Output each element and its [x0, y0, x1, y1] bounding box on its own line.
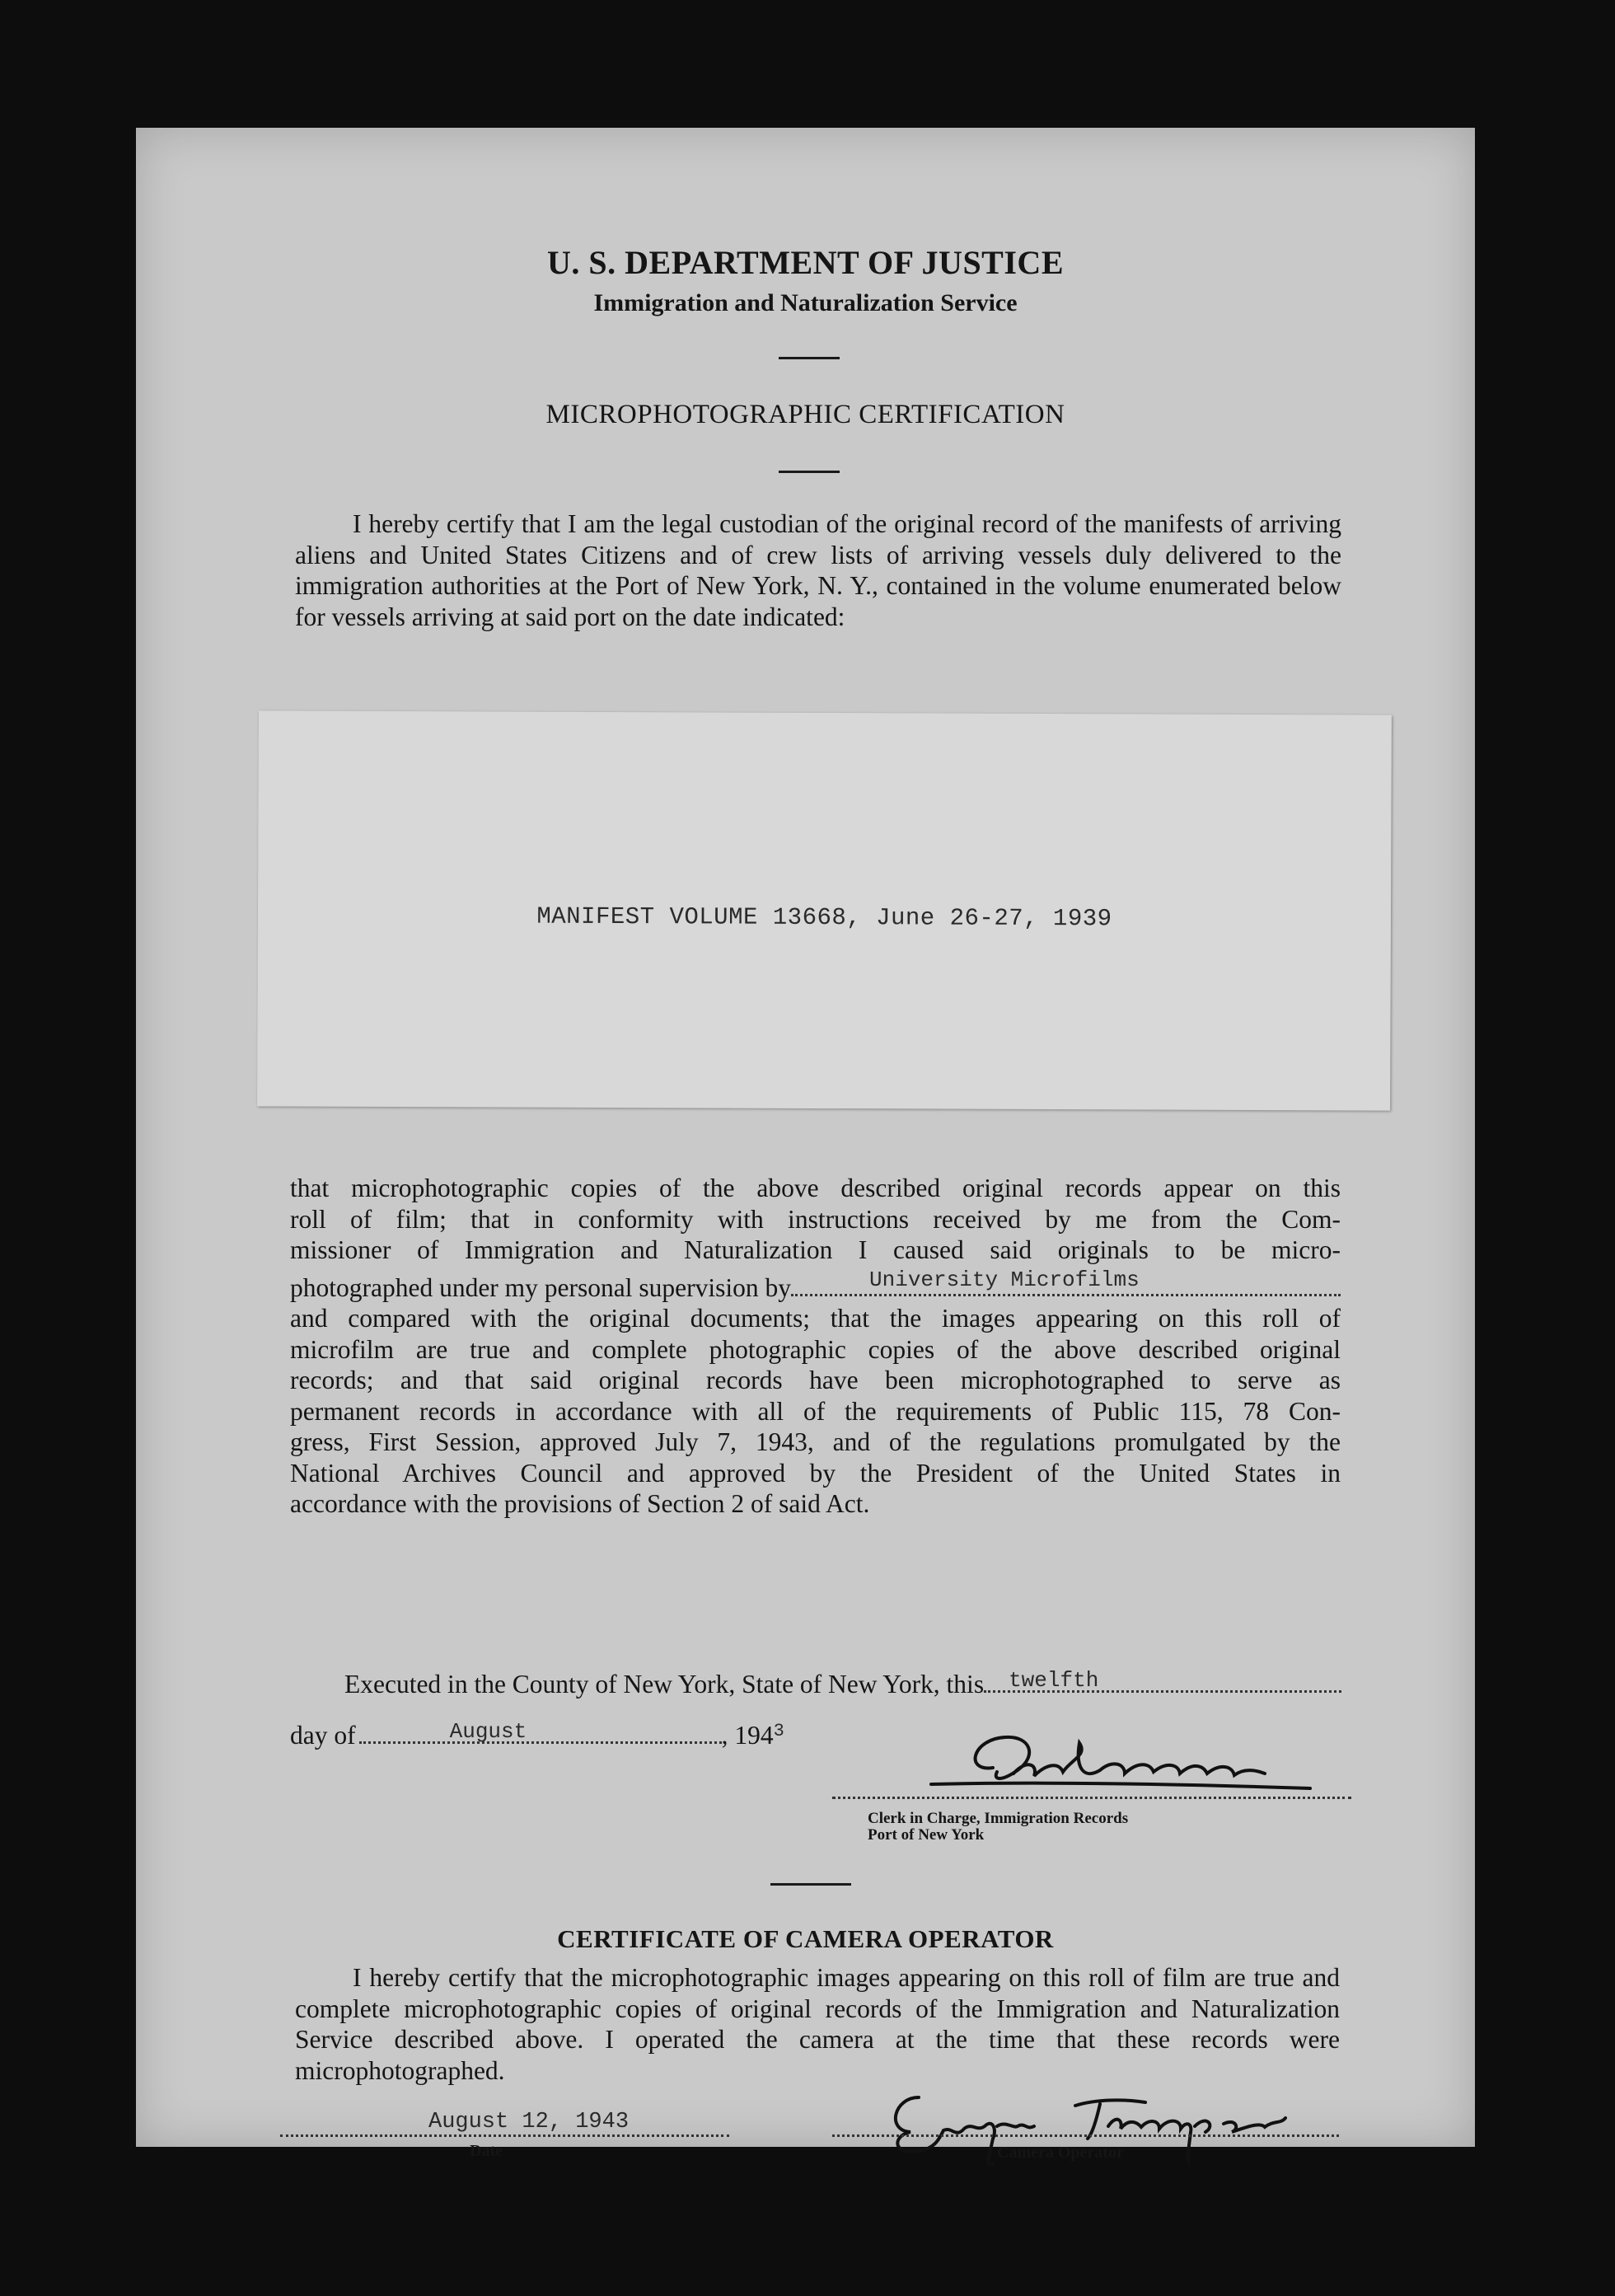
- custodian-paragraph: I hereby certify that I am the legal custodian of the original record of the manifests of arriving aliens and United States Citizens and of crew lists of arriving vessels duly delivered to the immigration authorities at the Port of New York, N. Y., contained in the volume enumerated below for vessels arriving at said port on the date indicated:: [295, 509, 1341, 631]
- body-line: roll of film; that in conformity with instructions received by me from the Com-: [290, 1204, 1341, 1234]
- camera-certificate-text: I hereby certify that the microphotographic images appearing on this roll of film are true and complete microphotographic copies of original records of the Immigration and Naturalization Service described above. I operated the camera at the time that these records were microphotographed.: [295, 1963, 1340, 2085]
- day-field: [984, 1669, 1341, 1693]
- execution-line: [344, 1669, 1341, 1699]
- date-line: [280, 2134, 729, 2137]
- clerk-port: Port of New York: [868, 1826, 985, 1844]
- department-heading: U. S. DEPARTMENT OF JUSTICE: [547, 244, 1064, 281]
- divider-rule: [779, 471, 840, 473]
- year-digit: 3: [773, 1721, 784, 1741]
- photographer-value: University Microfilms: [869, 1267, 1140, 1292]
- service-subheading: Immigration and Naturalization Service: [593, 289, 1018, 316]
- divider-rule: [770, 1883, 851, 1886]
- body-line: accordance with the provisions of Section 2 of said Act.: [290, 1489, 870, 1518]
- body-line: microfilm are true and complete photographic copies of the above described original: [290, 1334, 1341, 1364]
- date-caption: Date: [470, 2142, 503, 2160]
- photographer-field: [791, 1267, 1341, 1296]
- body-line: and compared with the original documents; that the images appearing on this roll of: [290, 1304, 1341, 1333]
- day-value: twelfth: [1009, 1668, 1099, 1693]
- camera-certificate-title: CERTIFICATE OF CAMERA OPERATOR: [557, 1924, 1054, 1953]
- operator-date-value: August 12, 1943: [428, 2110, 630, 2134]
- photographer-line: [290, 1267, 1341, 1304]
- divider-rule: [779, 357, 840, 359]
- body-line: records; and that said original records have been microphotographed to serve as: [290, 1366, 1341, 1394]
- clerk-caption: [868, 1811, 1128, 1844]
- manifest-volume-label: MANIFEST VOLUME 13668, June 26-27, 1939: [536, 902, 1112, 933]
- year-label: , 194: [721, 1721, 774, 1750]
- certification-title: MICROPHOTOGRAPHIC CERTIFICATION: [545, 400, 1065, 429]
- month-value: August: [449, 1719, 527, 1744]
- body-line: photographed under my personal supervision by: [290, 1272, 792, 1302]
- clerk-signature-line: [832, 1797, 1351, 1799]
- body-line: missioner of Immigration and Naturalization I caused said originals to be micro-: [290, 1235, 1341, 1264]
- clerk-signature: [915, 1722, 1376, 1805]
- month-field: [359, 1720, 722, 1744]
- body-line: gress, First Session, approved July 7, 1943, and of the regulations promulgated by the: [290, 1427, 1341, 1456]
- body-line: that microphotographic copies of the above described original records appear on this: [290, 1174, 1341, 1202]
- camera-operator-signature-line: [832, 2134, 1339, 2137]
- day-of-label: day of: [290, 1721, 356, 1750]
- certification-body: [290, 1173, 1341, 1520]
- execution-text: Executed in the County of New York, State of New York, this: [344, 1670, 985, 1699]
- month-year-line: [290, 1720, 784, 1750]
- camera-operator-caption: Camera Operator: [997, 2144, 1124, 2162]
- body-line: permanent records in accordance with all of the requirements of Public 115, 78 Con-: [290, 1396, 1341, 1426]
- volume-insert-card: [257, 710, 1392, 1110]
- certificate-page: [136, 128, 1475, 2162]
- body-line: National Archives Council and approved by the President of the United States in: [290, 1458, 1341, 1488]
- clerk-title: Clerk in Charge, Immigration Records: [868, 1810, 1129, 1827]
